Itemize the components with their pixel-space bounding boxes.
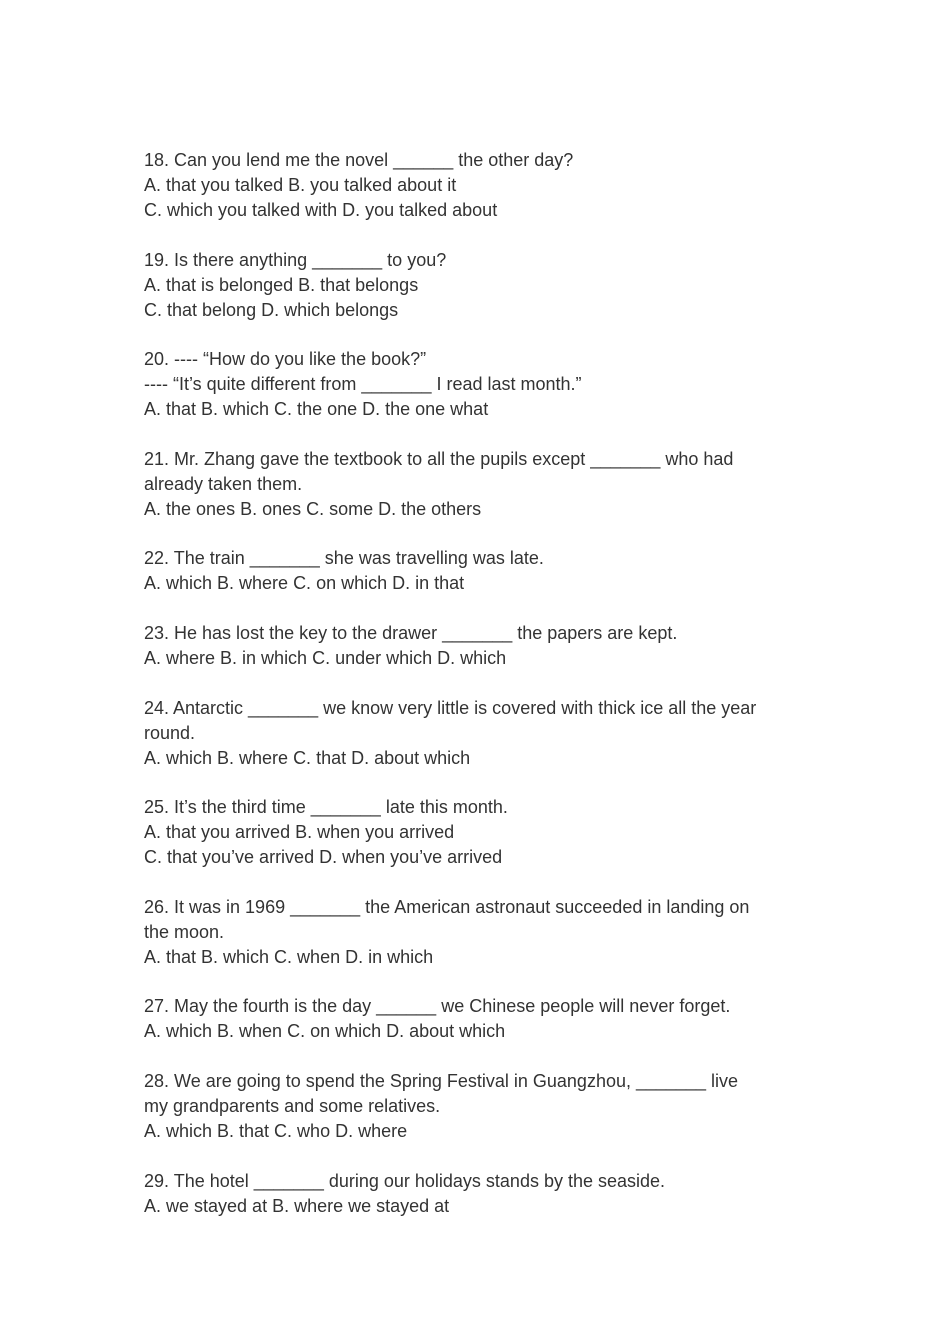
- spacer: [144, 671, 814, 696]
- question-22-stem: 22. The train _______ she was travelling was late.: [144, 548, 544, 569]
- question-18-options-cd: C. which you talked with D. you talked about: [144, 200, 498, 220]
- spacer: [144, 870, 814, 895]
- spacer: [144, 422, 814, 447]
- question-19-options-ab: A. that is belonged B. that belongs: [144, 274, 419, 295]
- question-19-options-cd: C. that belong D. which belongs: [144, 299, 399, 320]
- question-25-options-cd: C. that you’ve arrived D. when you’ve arrived: [144, 847, 503, 868]
- spacer: [144, 1144, 814, 1169]
- question-24-stem: 24. Antarctic _______ we know very little is covered with thick ice all the year: [144, 697, 757, 718]
- spacer: [144, 1044, 814, 1069]
- question-25-options-ab: A. that you arrived B. when you arrived: [144, 822, 455, 843]
- question-29-stem: 29. The hotel _______ during our holidays stands by the seaside.: [144, 1170, 666, 1191]
- spacer: [144, 223, 814, 248]
- question-24-options: A. which B. where C. that D. about which: [144, 747, 471, 768]
- spacer: [144, 522, 814, 547]
- question-21-stem: 21. Mr. Zhang gave the textbook to all the pupils except _______ who had: [144, 448, 734, 469]
- spacer: [144, 596, 814, 621]
- question-20-options: A. that B. which C. the one D. the one what: [144, 399, 489, 420]
- question-26-stem: 26. It was in 1969 _______ the American astronaut succeeded in landing on: [144, 896, 750, 917]
- document-page: [144, 148, 814, 1219]
- question-28-stem: 28. We are going to spend the Spring Festival in Guangzhou, _______ live: [144, 1070, 739, 1091]
- question-23-stem: 23. He has lost the key to the drawer _______ the papers are kept.: [144, 622, 678, 643]
- question-26-options: A. that B. which C. when D. in which: [144, 946, 434, 967]
- question-25-stem: 25. It’s the third time _______ late this month.: [144, 797, 508, 818]
- question-27-options: A. which B. when C. on which D. about which: [144, 1021, 506, 1042]
- question-18-options-ab: A. that you talked B. you talked about it: [144, 175, 457, 195]
- question-22-options: A. which B. where C. on which D. in that: [144, 573, 465, 594]
- question-26-stem-cont: the moon.: [144, 921, 225, 942]
- question-27-stem: 27. May the fourth is the day ______ we Chinese people will never forget.: [144, 996, 731, 1017]
- question-18-stem: 18. Can you lend me the novel ______ the other day?: [144, 150, 574, 170]
- question-23-options: A. where B. in which C. under which D. which: [144, 647, 507, 668]
- question-28-options: A. which B. that C. who D. where: [144, 1120, 408, 1141]
- question-21-options: A. the ones B. ones C. some D. the others: [144, 498, 482, 519]
- question-21-stem-cont: already taken them.: [144, 473, 303, 494]
- question-20-stem-cont: ---- “It’s quite different from _______ I read last month.”: [144, 374, 582, 395]
- question-19-stem: 19. Is there anything _______ to you?: [144, 249, 447, 270]
- question-20-stem: 20. ---- “How do you like the book?”: [144, 349, 427, 370]
- question-29-options-ab: A. we stayed at B. where we stayed at: [144, 1195, 450, 1216]
- spacer: [144, 323, 814, 348]
- question-24-stem-cont: round.: [144, 722, 196, 743]
- spacer: [144, 771, 814, 796]
- question-28-stem-cont: my grandparents and some relatives.: [144, 1095, 441, 1116]
- spacer: [144, 970, 814, 995]
